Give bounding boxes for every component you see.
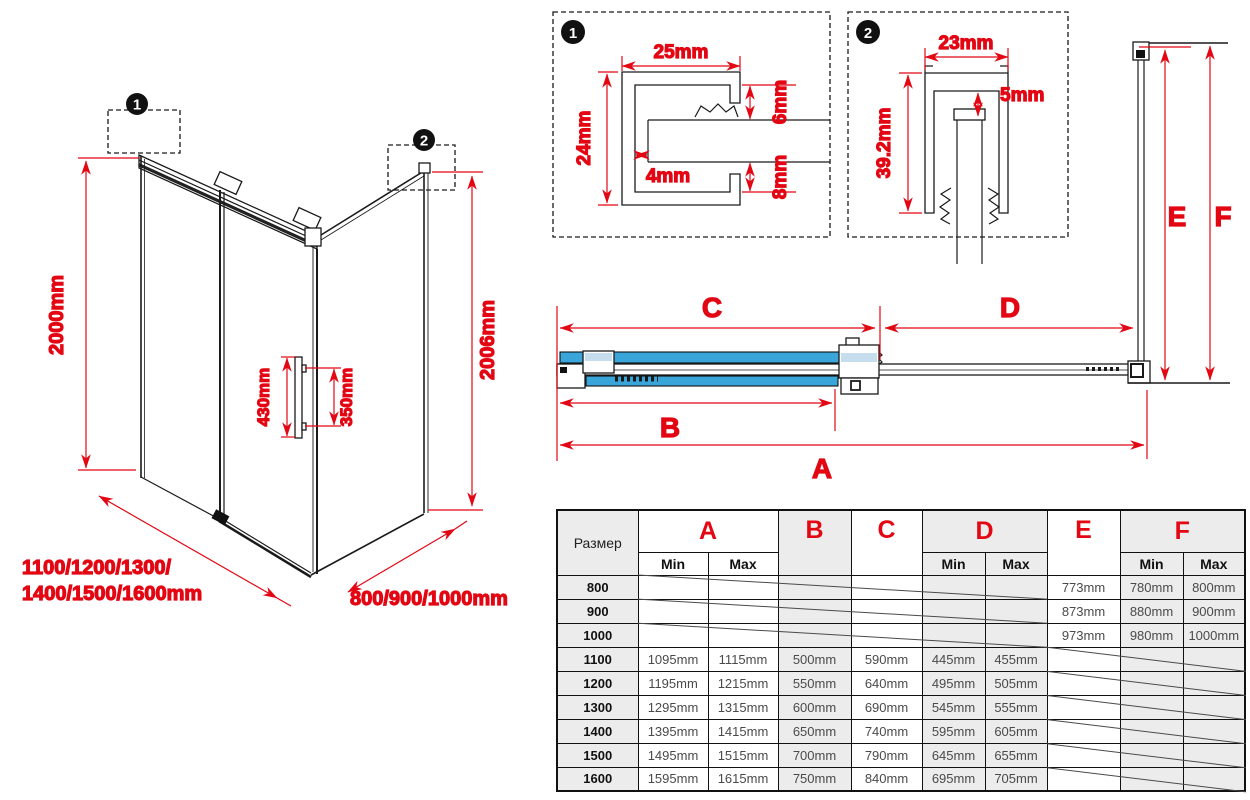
dim-letter-b: B (659, 412, 681, 443)
cell-a-max (708, 575, 778, 599)
cell-e (1047, 695, 1120, 719)
cell-size: 1200 (557, 671, 638, 695)
col-header-e: E (1047, 510, 1120, 575)
cell-d-max: 705mm (985, 767, 1047, 791)
cell-a-min: 1395mm (638, 719, 708, 743)
detail-2-drawing (848, 12, 1068, 264)
cell-a-max: 1215mm (708, 671, 778, 695)
cell-f-max (1183, 647, 1245, 671)
enclosure-structure (139, 155, 430, 577)
cell-f-max: 1000mm (1183, 623, 1245, 647)
cell-f-min (1120, 743, 1183, 767)
dim-label-d2-width: 23mm (938, 33, 994, 54)
cell-c (851, 575, 922, 599)
cell-c: 790mm (851, 743, 922, 767)
cell-d-max: 455mm (985, 647, 1047, 671)
cell-e (1047, 719, 1120, 743)
cell-size: 1300 (557, 695, 638, 719)
cell-f-min: 880mm (1120, 599, 1183, 623)
cell-d-min: 445mm (922, 647, 985, 671)
dim-letter-a: A (811, 453, 833, 484)
col-header-a: A (638, 510, 778, 552)
cell-b (778, 599, 851, 623)
cell-b: 700mm (778, 743, 851, 767)
cell-b (778, 575, 851, 599)
cell-d-min: 595mm (922, 719, 985, 743)
cell-size: 1600 (557, 767, 638, 791)
cell-d-max: 555mm (985, 695, 1047, 719)
cell-size: 800 (557, 575, 638, 599)
cell-c: 640mm (851, 671, 922, 695)
cell-b: 550mm (778, 671, 851, 695)
cell-a-min: 1195mm (638, 671, 708, 695)
cell-a-min (638, 575, 708, 599)
cell-e (1047, 743, 1120, 767)
cell-size: 1500 (557, 743, 638, 767)
cell-b: 650mm (778, 719, 851, 743)
cell-a-min (638, 623, 708, 647)
cell-f-max (1183, 695, 1245, 719)
cell-c: 590mm (851, 647, 922, 671)
cell-a-max: 1515mm (708, 743, 778, 767)
cell-d-max: 605mm (985, 719, 1047, 743)
cell-f-min (1120, 647, 1183, 671)
dim-label-handle-inner: 350mm (337, 367, 356, 427)
dim-label-height-right: 2006mm (477, 299, 499, 381)
cell-d-min (922, 623, 985, 647)
details-and-plan-svg (545, 0, 1250, 500)
table-row (557, 719, 1245, 743)
glass-in-rail-profile (940, 109, 999, 264)
subheader-a-min: Min (638, 552, 708, 575)
cell-a-max: 1615mm (708, 767, 778, 791)
cell-b (778, 623, 851, 647)
cell-c: 690mm (851, 695, 922, 719)
cell-a-min: 1595mm (638, 767, 708, 791)
cell-b: 500mm (778, 647, 851, 671)
cell-a-min: 1295mm (638, 695, 708, 719)
detail-1-drawing (553, 12, 830, 237)
detail-2-callout (388, 129, 455, 190)
cell-f-max: 800mm (1183, 575, 1245, 599)
side-panel-top-cap (419, 163, 430, 173)
col-header-size: Размер (557, 510, 638, 575)
cell-e: 773mm (1047, 575, 1120, 599)
size-table-section (556, 509, 1246, 793)
cell-size: 1000 (557, 623, 638, 647)
cell-f-min (1120, 671, 1183, 695)
table-row (557, 647, 1245, 671)
door-handle (295, 357, 306, 438)
table-row (557, 767, 1245, 791)
plan-structure (557, 42, 1230, 394)
cell-c: 740mm (851, 719, 922, 743)
detail-1-badge-number: 1 (568, 25, 578, 42)
glass-in-wall-profile (648, 104, 830, 162)
col-header-f: F (1120, 510, 1245, 552)
col-header-d: D (922, 510, 1047, 552)
cell-f-max (1183, 671, 1245, 695)
cell-c (851, 623, 922, 647)
cell-d-min (922, 599, 985, 623)
cell-d-max: 505mm (985, 671, 1047, 695)
dim-label-d1-height: 24mm (574, 110, 595, 166)
cell-f-max (1183, 743, 1245, 767)
table-row (557, 743, 1245, 767)
detail-2-badge-number: 2 (419, 132, 429, 150)
cell-a-max (708, 623, 778, 647)
cell-f-max (1183, 767, 1245, 791)
cell-f-min: 780mm (1120, 575, 1183, 599)
cell-e: 873mm (1047, 599, 1120, 623)
cell-b: 600mm (778, 695, 851, 719)
cell-e: 973mm (1047, 623, 1120, 647)
cell-size: 1100 (557, 647, 638, 671)
table-row (557, 671, 1245, 695)
subheader-f-min: Min (1120, 552, 1183, 575)
table-row (557, 599, 1245, 623)
cell-e (1047, 767, 1120, 791)
subheader-d-min: Min (922, 552, 985, 575)
dim-letter-c: C (701, 292, 723, 323)
cell-f-max (1183, 719, 1245, 743)
cell-e (1047, 671, 1120, 695)
table-row (557, 623, 1245, 647)
cell-d-max (985, 599, 1047, 623)
dim-label-d1-top: 6mm (770, 79, 791, 125)
cell-d-max (985, 575, 1047, 599)
cell-size: 900 (557, 599, 638, 623)
dim-label-d2-height: 39.2mm (874, 107, 895, 179)
detail-2-dimensions (874, 33, 1044, 213)
cell-d-max: 655mm (985, 743, 1047, 767)
dim-label-handle-outer: 430mm (254, 367, 273, 427)
dim-label-width-line2: 1400/1500/1600mm (22, 583, 203, 605)
cell-f-min (1120, 719, 1183, 743)
cell-f-max: 900mm (1183, 599, 1245, 623)
cell-a-max: 1115mm (708, 647, 778, 671)
subheader-a-max: Max (708, 552, 778, 575)
dim-label-height-left: 2000mm (46, 274, 68, 356)
cell-f-min (1120, 767, 1183, 791)
subheader-f-max: Max (1183, 552, 1245, 575)
detail-1-badge-number: 1 (132, 96, 142, 114)
col-header-b: B (778, 510, 851, 575)
bottom-roller (211, 509, 229, 525)
cell-f-min (1120, 695, 1183, 719)
cell-c: 840mm (851, 767, 922, 791)
cell-a-max: 1415mm (708, 719, 778, 743)
dim-label-d1-bottom: 8mm (770, 154, 791, 200)
corner-block (305, 228, 321, 246)
cell-b: 750mm (778, 767, 851, 791)
detail-1-dimensions (574, 42, 796, 205)
cell-d-min: 495mm (922, 671, 985, 695)
detail-2-badge-number: 2 (863, 25, 873, 42)
cell-e (1047, 647, 1120, 671)
cell-d-min: 695mm (922, 767, 985, 791)
dim-letter-f: F (1214, 201, 1232, 232)
cell-a-min: 1495mm (638, 743, 708, 767)
dim-label-depth: 800/900/1000mm (350, 588, 508, 610)
table-header-row (557, 510, 1245, 552)
dim-label-d1-gap: 4mm (645, 166, 691, 187)
cell-a-min (638, 599, 708, 623)
cell-d-min (922, 575, 985, 599)
cell-d-min: 645mm (922, 743, 985, 767)
subheader-d-max: Max (985, 552, 1047, 575)
cell-d-min: 545mm (922, 695, 985, 719)
size-table (556, 509, 1246, 792)
dim-label-d1-width: 25mm (653, 42, 709, 63)
detail-1-callout (108, 93, 180, 153)
dim-letter-d: D (999, 292, 1021, 323)
dim-label-d2-gap: 5mm (1000, 85, 1045, 106)
cell-f-min: 980mm (1120, 623, 1183, 647)
isometric-view-svg (0, 0, 556, 660)
col-header-c: C (851, 510, 922, 575)
cell-a-max (708, 599, 778, 623)
cell-a-min: 1095mm (638, 647, 708, 671)
table-row (557, 695, 1245, 719)
dim-label-width-line1: 1100/1200/1300/ (22, 557, 172, 579)
table-row (557, 575, 1245, 599)
cell-size: 1400 (557, 719, 638, 743)
cell-c (851, 599, 922, 623)
dim-letter-e: E (1167, 201, 1187, 232)
cell-d-max (985, 623, 1047, 647)
cell-a-max: 1315mm (708, 695, 778, 719)
